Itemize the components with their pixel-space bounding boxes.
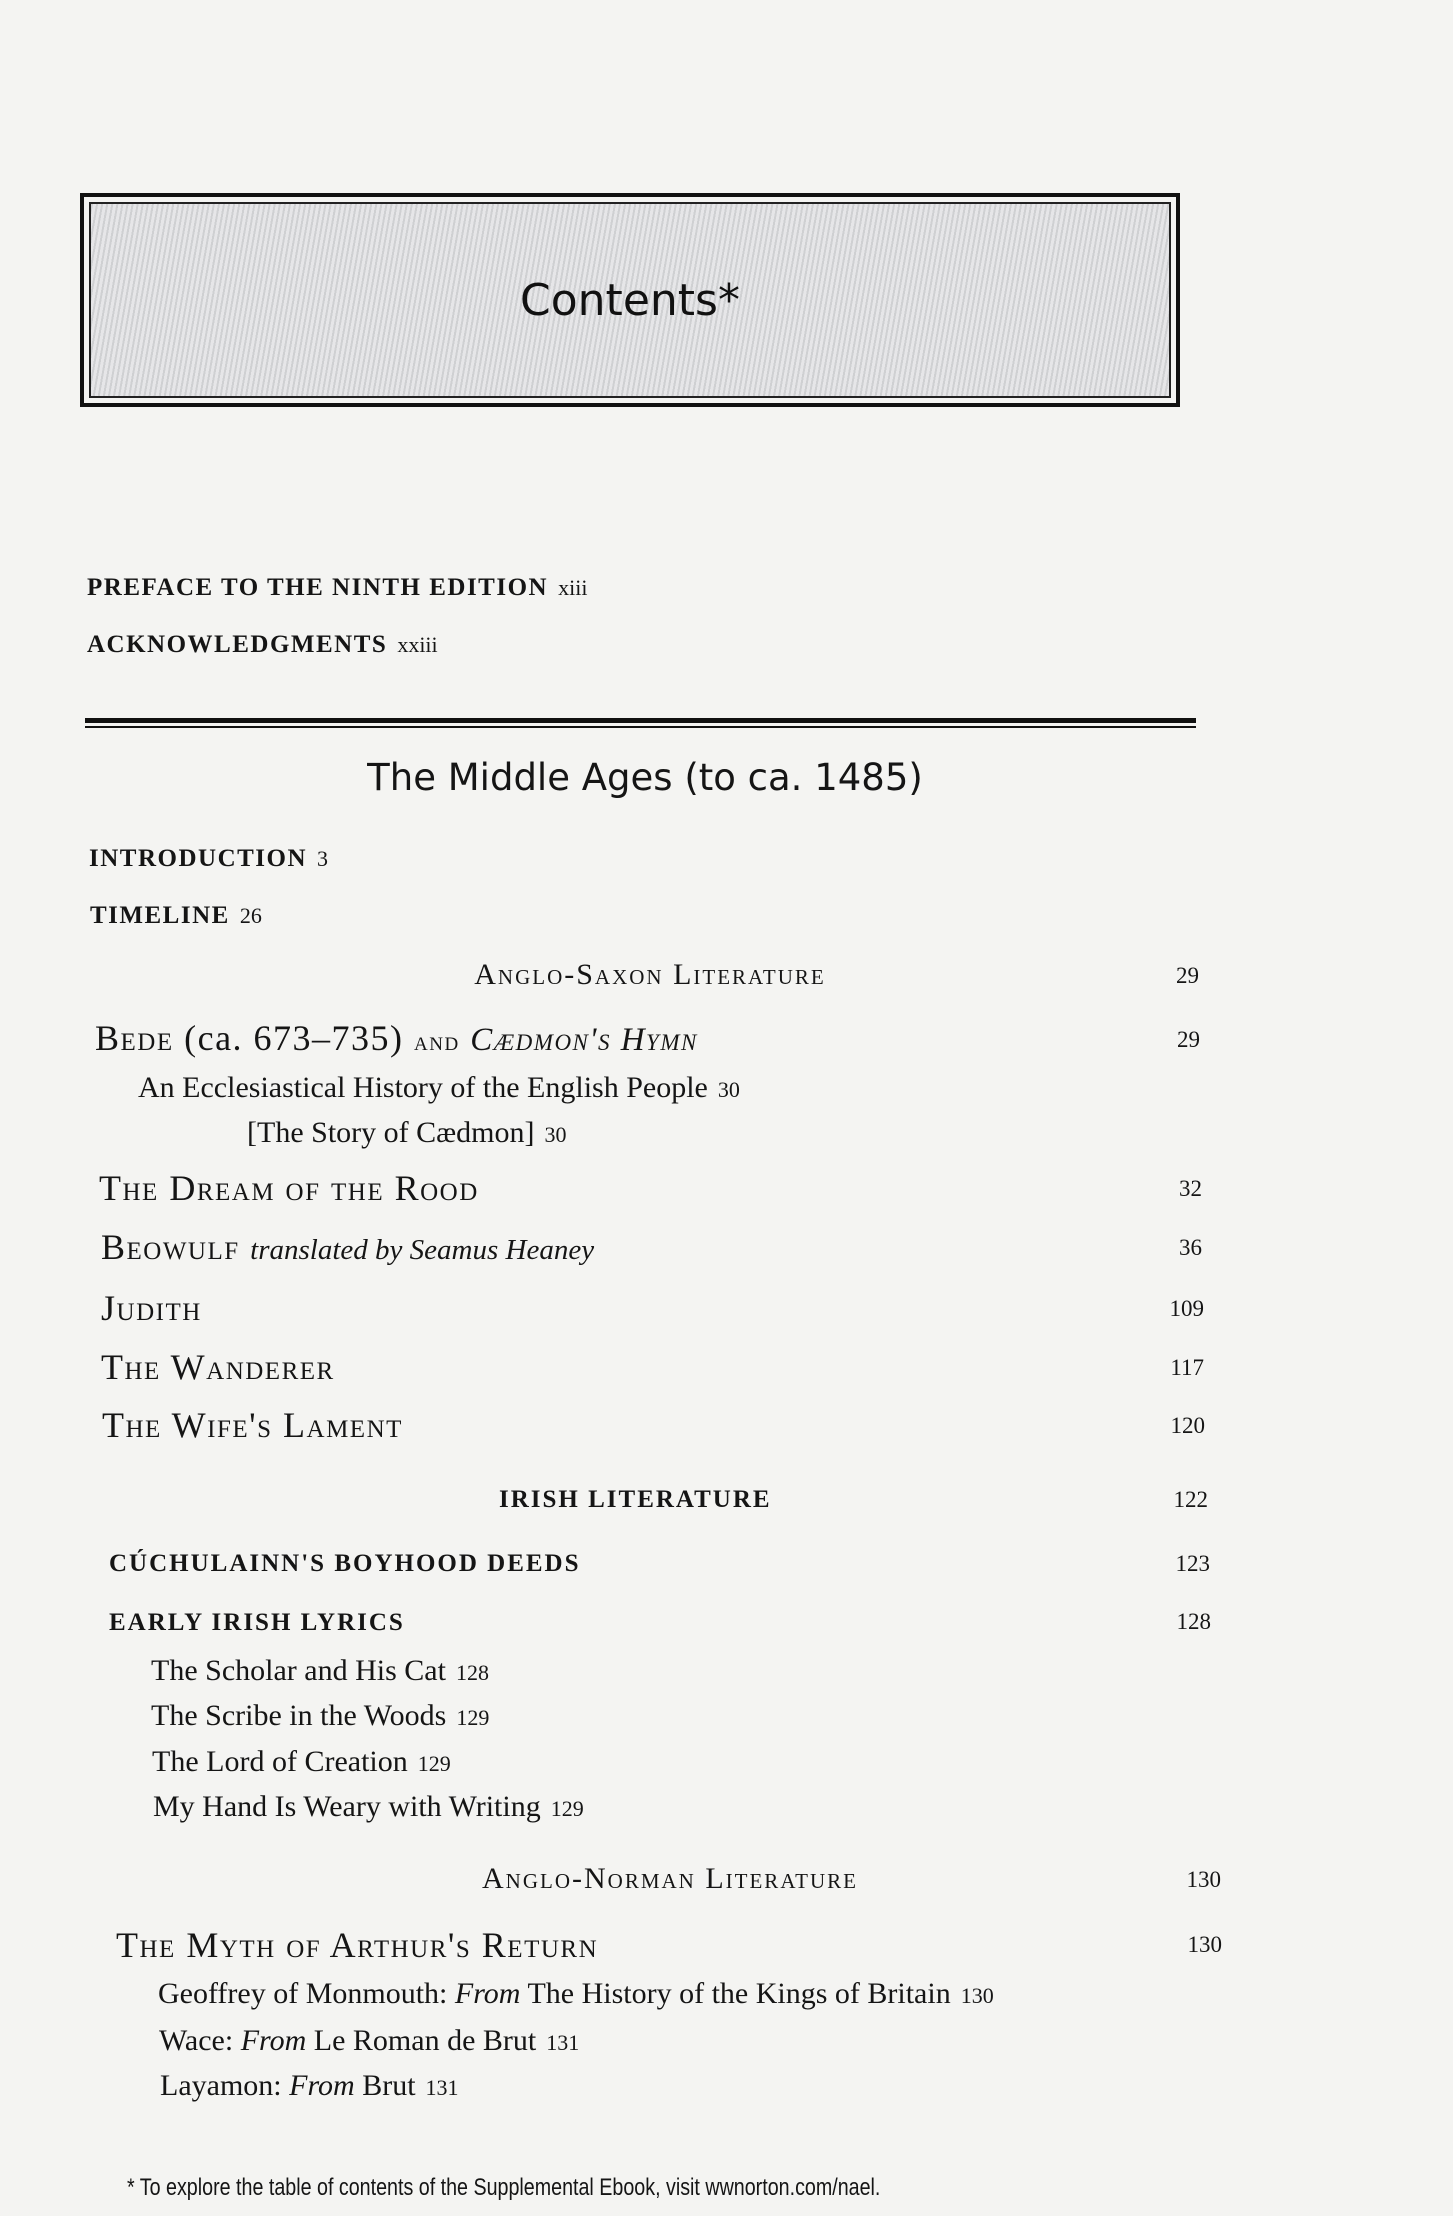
entry-title: An Ecclesiastical History of the English People [138, 1071, 708, 1104]
from-label: From [240, 2024, 307, 2057]
entry-title: The Scholar and His Cat [151, 1654, 446, 1687]
entry-title: [The Story of Cædmon] [247, 1116, 535, 1149]
double-rule-divider [85, 718, 1196, 728]
entry-title: The Scribe in the Woods [151, 1699, 447, 1732]
page-number: 128 [1176, 1609, 1211, 1634]
page-number: 3 [317, 846, 329, 871]
work-title: Cædmon's Hymn [470, 1022, 698, 1058]
page-number: 117 [1170, 1355, 1204, 1380]
page-number: 130 [960, 1983, 994, 2008]
period-title: The Middle Ages (to ca. 1485) [367, 756, 923, 799]
toc-cuchulainn[interactable]: CÚCHULAINN'S BOYHOOD DEEDS [109, 1550, 581, 1577]
page-number: 29 [1176, 963, 1199, 988]
page-number: 130 [1187, 1932, 1222, 1957]
page-number: 129 [417, 1751, 451, 1776]
page-number: 120 [1170, 1413, 1205, 1438]
toc-sub-entry[interactable] [153, 1790, 584, 1824]
toc-sub-entry[interactable] [247, 1116, 566, 1150]
page-number: 131 [425, 2075, 459, 2100]
author: Bede [95, 1018, 174, 1058]
toc-acknowledgments[interactable] [87, 631, 438, 659]
page-number: 128 [455, 1660, 489, 1685]
page-number: 122 [1173, 1487, 1208, 1512]
toc-timeline[interactable] [90, 902, 262, 930]
entry-title: Le Roman de Brut [313, 2024, 537, 2057]
author: Layamon: [160, 2069, 282, 2102]
page-number: xiii [558, 575, 588, 600]
page-number: 129 [550, 1796, 584, 1821]
toc-bede[interactable] [95, 1017, 698, 1059]
translator: translated by Seamus Heaney [250, 1234, 595, 1266]
entry-title: ACKNOWLEDGMENTS [87, 631, 388, 658]
author: Geoffrey of Monmouth: [158, 1977, 448, 2010]
toc-sub-entry[interactable] [151, 1699, 489, 1733]
toc-preface[interactable] [87, 574, 587, 602]
author: Wace: [159, 2024, 234, 2057]
dates: (ca. 673–735) [184, 1018, 404, 1058]
page-title: Contents* [520, 274, 740, 326]
toc-sub-entry[interactable] [158, 1977, 994, 2011]
footnote: * To explore the table of contents of the Supplemental Ebook, visit wwnorton.com/nael. [127, 2174, 881, 2201]
conjunction: and [414, 1026, 460, 1056]
toc-sub-entry[interactable] [151, 1654, 489, 1688]
page-number: 129 [456, 1705, 490, 1730]
entry-title: The Lord of Creation [152, 1745, 408, 1778]
contents-header-box [80, 193, 1180, 407]
page-number: 29 [1177, 1027, 1200, 1052]
entry-title: The History of the Kings of Britain [527, 1977, 951, 2010]
toc-wifes-lament[interactable]: The Wife's Lament [102, 1405, 403, 1445]
entry-title: Beowulf [101, 1227, 240, 1267]
page-number: xxiii [397, 632, 438, 657]
page-number: 32 [1179, 1176, 1202, 1201]
toc-early-irish-lyrics[interactable]: EARLY IRISH LYRICS [109, 1609, 405, 1636]
page-number: 30 [544, 1122, 567, 1147]
toc-sub-entry[interactable] [159, 2024, 579, 2058]
entry-title: TIMELINE [90, 902, 230, 929]
toc-myth-of-arthurs-return[interactable]: The Myth of Arthur's Return [116, 1925, 599, 1965]
page-number: 123 [1175, 1551, 1210, 1576]
page-number: 36 [1179, 1235, 1202, 1260]
toc-sub-entry[interactable] [138, 1071, 740, 1105]
page-number: 131 [546, 2030, 580, 2055]
section-anglo-saxon[interactable]: Anglo-Saxon Literature [474, 958, 826, 991]
toc-sub-entry[interactable] [160, 2069, 459, 2103]
toc-the-wanderer[interactable]: The Wanderer [101, 1347, 335, 1387]
toc-beowulf[interactable] [101, 1226, 594, 1268]
section-anglo-norman[interactable]: Anglo-Norman Literature [482, 1862, 858, 1895]
entry-title: My Hand Is Weary with Writing [153, 1790, 541, 1823]
entry-title: INTRODUCTION [89, 845, 308, 872]
toc-sub-entry[interactable] [152, 1745, 451, 1779]
section-irish[interactable]: IRISH LITERATURE [499, 1486, 772, 1513]
page-number: 109 [1169, 1296, 1204, 1321]
toc-dream-of-the-rood[interactable]: The Dream of the Rood [99, 1168, 479, 1208]
page-number: 30 [717, 1077, 740, 1102]
page-number: 26 [239, 903, 262, 928]
entry-title: Brut [362, 2069, 416, 2102]
toc-introduction[interactable] [89, 845, 328, 873]
toc-judith[interactable]: Judith [101, 1288, 202, 1328]
entry-title: PREFACE TO THE NINTH EDITION [87, 574, 549, 601]
page-number: 130 [1186, 1867, 1221, 1892]
from-label: From [454, 1977, 521, 2010]
from-label: From [289, 2069, 355, 2102]
